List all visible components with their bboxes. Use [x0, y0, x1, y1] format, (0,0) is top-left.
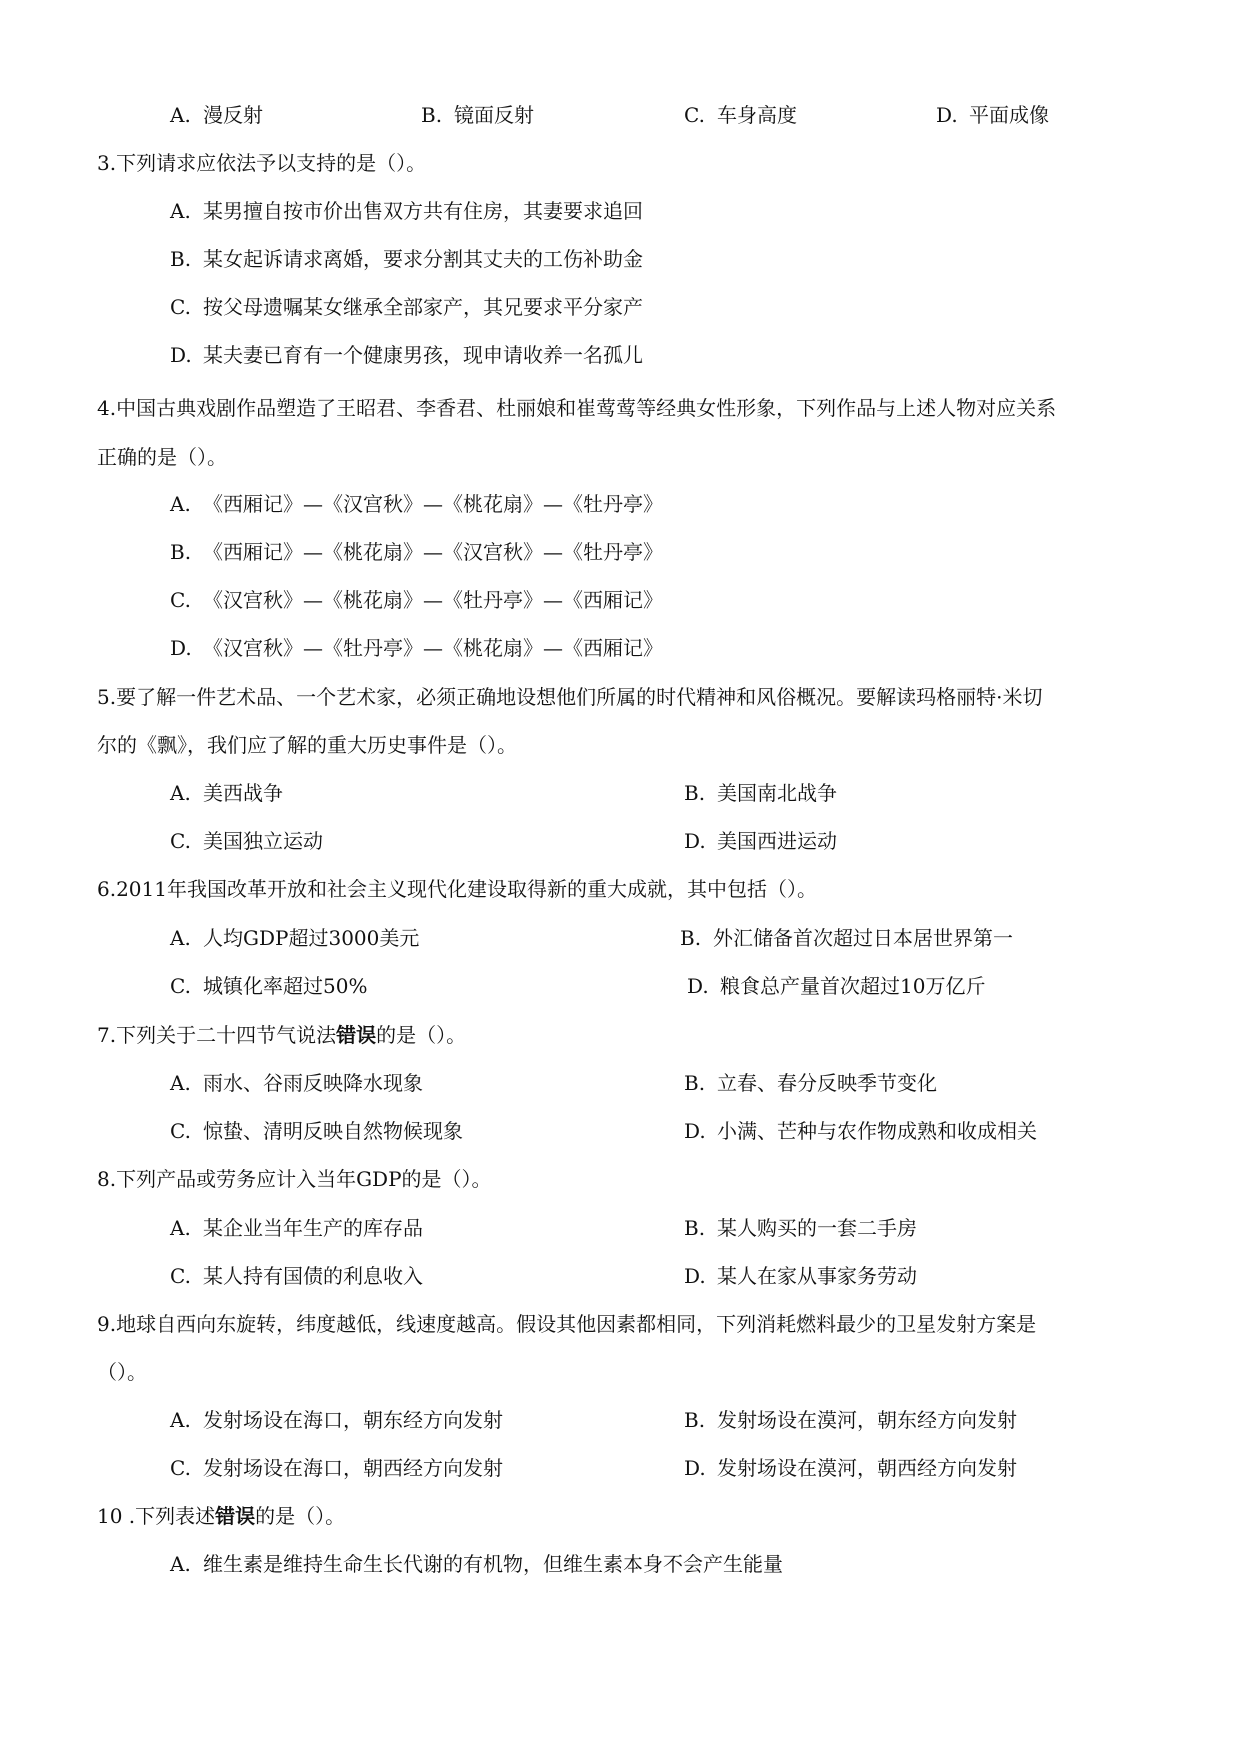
q5-stem-line2: 尔的《飘》，我们应了解的重大历史事件是（）。 — [97, 733, 517, 757]
option-label: B. — [684, 781, 706, 805]
q6-stem: 6.2011年我国改革开放和社会主义现代化建设取得新的重大成就，其中包括（）。 — [97, 877, 817, 901]
q5-option-c — [170, 827, 323, 855]
option-text: 城镇化率超过50% — [203, 974, 368, 998]
option-text: 某人购买的一套二手房 — [717, 1216, 917, 1240]
q5-option-a — [170, 779, 283, 807]
option-label: C. — [170, 588, 191, 612]
q7-option-c — [170, 1117, 463, 1145]
option-text: 《西厢记》—《汉宫秋》—《桃花扇》—《牡丹亭》 — [203, 492, 663, 516]
q6-option-c — [170, 972, 367, 1000]
option-label: D. — [684, 829, 706, 853]
option-label: D. — [684, 1119, 706, 1143]
option-label: D. — [170, 343, 192, 367]
q8-option-a — [170, 1214, 423, 1242]
option-text: 小满、芒种与农作物成熟和收成相关 — [717, 1119, 1037, 1143]
option-label: C. — [170, 1456, 191, 1480]
q2-option-d — [936, 101, 1049, 129]
option-text: 粮食总产量首次超过10万亿斤 — [720, 974, 986, 998]
q9-option-a — [170, 1406, 503, 1434]
option-label: B. — [680, 926, 702, 950]
option-label: C. — [170, 974, 191, 998]
option-text: 某企业当年生产的库存品 — [203, 1216, 423, 1240]
q4-stem-line2: 正确的是（）。 — [97, 445, 227, 469]
option-text: 惊蛰、清明反映自然物候现象 — [203, 1119, 463, 1143]
option-text: 美国西进运动 — [717, 829, 837, 853]
option-text: 雨水、谷雨反映降水现象 — [203, 1071, 423, 1095]
option-label: A. — [170, 103, 191, 127]
option-label: A. — [170, 492, 191, 516]
option-text: 《汉宫秋》—《牡丹亭》—《桃花扇》—《西厢记》 — [203, 636, 663, 660]
q9-stem-line2: （）。 — [97, 1360, 147, 1384]
option-label: D. — [684, 1456, 706, 1480]
q10-option-a — [170, 1550, 783, 1578]
option-text: 美国南北战争 — [717, 781, 837, 805]
q9-option-c — [170, 1454, 503, 1482]
option-label: D. — [684, 1264, 706, 1288]
option-text: 镜面反射 — [454, 103, 534, 127]
q6-option-d — [687, 972, 985, 1000]
option-text: 发射场设在海口，朝西经方向发射 — [203, 1456, 503, 1480]
option-label: C. — [684, 103, 705, 127]
option-label: C. — [170, 1264, 191, 1288]
option-label: D. — [936, 103, 958, 127]
q6-option-b — [680, 924, 1013, 952]
q2-option-c — [684, 101, 797, 129]
option-label: B. — [170, 247, 192, 271]
option-label: B. — [684, 1071, 706, 1095]
q7-option-a — [170, 1069, 423, 1097]
option-label: A. — [170, 1552, 191, 1576]
option-label: B. — [170, 540, 192, 564]
option-label: C. — [170, 295, 191, 319]
q3-option-a — [170, 197, 643, 225]
option-text: 人均GDP超过3000美元 — [203, 926, 420, 950]
q4-option-b — [170, 538, 663, 566]
q8-option-d — [684, 1262, 917, 1290]
option-label: A. — [170, 781, 191, 805]
option-text: 发射场设在漠河，朝东经方向发射 — [717, 1408, 1017, 1432]
q2-option-a — [170, 101, 263, 129]
q7-option-d — [684, 1117, 1037, 1145]
q7-option-b — [684, 1069, 937, 1097]
option-text: 某夫妻已育有一个健康男孩，现申请收养一名孤儿 — [203, 343, 643, 367]
q6-option-a — [170, 924, 419, 952]
q4-option-d — [170, 634, 663, 662]
option-text: 某男擅自按市价出售双方共有住房，其妻要求追回 — [203, 199, 643, 223]
q7-stem-emphasis: 错误 — [336, 1023, 377, 1047]
option-text: 发射场设在海口，朝东经方向发射 — [203, 1408, 503, 1432]
q3-stem: 3.下列请求应依法予以支持的是（）。 — [97, 151, 427, 175]
option-label: C. — [170, 829, 191, 853]
q4-option-a — [170, 490, 663, 518]
option-label: B. — [684, 1216, 706, 1240]
option-text: 立春、春分反映季节变化 — [717, 1071, 937, 1095]
q7-stem-pre: 7.下列关于二十四节气说法 — [97, 1023, 337, 1047]
option-label: A. — [170, 1071, 191, 1095]
option-label: A. — [170, 926, 191, 950]
q3-option-c — [170, 293, 643, 321]
q4-stem-line1: 4.中国古典戏剧作品塑造了王昭君、李香君、杜丽娘和崔莺莺等经典女性形象，下列作品与上述人物对应关系 — [97, 396, 1057, 420]
option-text: 某人持有国债的利息收入 — [203, 1264, 423, 1288]
option-text: 按父母遗嘱某女继承全部家产，其兄要求平分家产 — [203, 295, 643, 319]
option-text: 漫反射 — [203, 103, 263, 127]
option-label: B. — [684, 1408, 706, 1432]
q8-option-c — [170, 1262, 423, 1290]
option-text: 美西战争 — [203, 781, 283, 805]
q5-option-d — [684, 827, 837, 855]
q9-option-d — [684, 1454, 1017, 1482]
q9-stem-line1: 9.地球自西向东旋转，纬度越低，线速度越高。假设其他因素都相同，下列消耗燃料最少的卫星发射方案是 — [97, 1312, 1037, 1336]
q8-option-b — [684, 1214, 917, 1242]
q8-stem: 8.下列产品或劳务应计入当年GDP的是（）。 — [97, 1167, 492, 1191]
q9-option-b — [684, 1406, 1017, 1434]
q3-option-d — [170, 341, 643, 369]
q5-stem-line1: 5.要了解一件艺术品、一个艺术家，必须正确地设想他们所属的时代精神和风俗概况。要解读玛格丽特·米切 — [97, 685, 1043, 709]
option-label: D. — [170, 636, 192, 660]
option-text: 某女起诉请求离婚，要求分割其丈夫的工伤补助金 — [203, 247, 643, 271]
q4-option-c — [170, 586, 663, 614]
option-label: A. — [170, 199, 191, 223]
q10-stem-emphasis: 错误 — [215, 1504, 256, 1528]
q7-stem-post: 的是（）。 — [376, 1023, 467, 1047]
option-text: 发射场设在漠河，朝西经方向发射 — [717, 1456, 1017, 1480]
option-text: 《西厢记》—《桃花扇》—《汉宫秋》—《牡丹亭》 — [203, 540, 663, 564]
q10-stem-post: 的是（）。 — [255, 1504, 346, 1528]
q10-stem-pre: 10 .下列表述 — [97, 1504, 216, 1528]
option-label: B. — [421, 103, 443, 127]
q3-option-b — [170, 245, 643, 273]
q10-stem — [97, 1502, 345, 1530]
option-text: 平面成像 — [969, 103, 1049, 127]
option-label: C. — [170, 1119, 191, 1143]
q7-stem — [97, 1021, 466, 1049]
q5-option-b — [684, 779, 837, 807]
option-text: 某人在家从事家务劳动 — [717, 1264, 917, 1288]
option-label: D. — [687, 974, 709, 998]
q2-option-b — [421, 101, 534, 129]
option-label: A. — [170, 1408, 191, 1432]
option-text: 外汇储备首次超过日本居世界第一 — [713, 926, 1013, 950]
option-text: 车身高度 — [717, 103, 797, 127]
option-text: 美国独立运动 — [203, 829, 323, 853]
option-label: A. — [170, 1216, 191, 1240]
option-text: 维生素是维持生命生长代谢的有机物，但维生素本身不会产生能量 — [203, 1552, 783, 1576]
option-text: 《汉宫秋》—《桃花扇》—《牡丹亭》—《西厢记》 — [203, 588, 663, 612]
